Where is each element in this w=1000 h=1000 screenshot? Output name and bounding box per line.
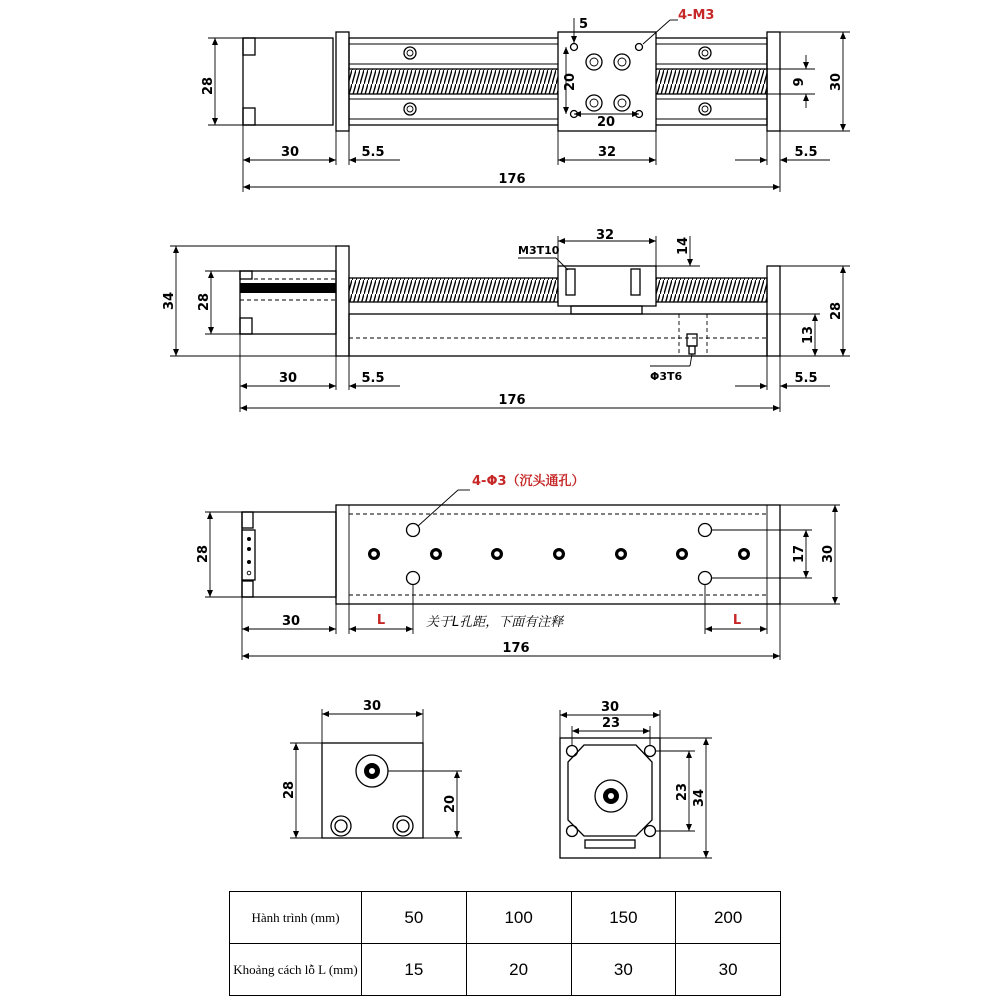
top-end-block-right-dim: 5.5 [794,145,818,160]
top-hole-horizontal-dim: 20 [596,115,616,130]
top-screw-width-dim: 9 [792,77,807,87]
table-cell: 30 [676,944,781,996]
top-body-width-dim: 30 [829,72,844,92]
top-hole-vertical-dim: 20 [563,72,578,92]
bottom-l-right-dim: L [732,613,742,628]
top-total-length-dim: 176 [498,172,526,187]
side-motor-length-dim: 30 [278,371,298,386]
bottom-motor-length-dim: 30 [281,614,301,629]
end-view-right [560,700,712,858]
top-end-block-left-dim: 5.5 [361,145,385,160]
table-cell: 100 [466,892,571,944]
side-m3t10-callout: M3T10 [518,244,560,257]
top-motor-height-dim: 28 [201,76,216,96]
table-cell: 200 [676,892,781,944]
top-carriage-width-dim: 32 [597,145,617,160]
right-end-height-dim: 34 [692,788,707,808]
side-carriage-height-dim: 14 [676,236,691,256]
side-pin-callout: Φ3T6 [650,370,683,383]
side-carriage-width-dim: 32 [595,228,615,243]
table-cell: 50 [362,892,467,944]
side-view [162,228,850,412]
side-end-block-left-dim: 5.5 [361,371,385,386]
bottom-hole-spacing-dim: 17 [792,544,807,564]
table-row-label: Hành trình (mm) [230,892,362,944]
right-end-hole-spacing-h-dim: 23 [601,716,621,731]
side-motor-height-dim: 28 [197,292,212,312]
table-row [230,892,781,944]
bottom-motor-height-dim: 28 [196,544,211,564]
spec-table [229,891,781,996]
left-end-height-dim: 28 [282,780,297,800]
table-cell: 150 [571,892,676,944]
bottom-body-width-dim: 30 [821,544,836,564]
side-right-height-dim: 28 [829,301,844,321]
top-view [201,8,850,192]
bottom-l-note: 关于L孔距，下面有注释 [426,615,564,630]
end-view-left [282,699,462,838]
side-outer-height-dim: 34 [162,291,177,311]
bottom-total-length-dim: 176 [502,641,530,656]
right-end-width-dim: 30 [600,700,620,715]
table-row [230,944,781,996]
right-end-hole-spacing-v-dim: 23 [675,782,690,802]
side-pin-height-dim: 13 [801,325,816,345]
side-total-length-dim: 176 [498,393,526,408]
bottom-l-left-dim: L [376,613,386,628]
table-cell: 20 [466,944,571,996]
left-end-shaft-height-dim: 20 [443,794,458,814]
table-row-label: Khoảng cách lỗ L (mm) [230,944,362,996]
table-cell: 30 [571,944,676,996]
bottom-holes-callout: 4-Φ3（沉头通孔） [472,474,585,489]
left-end-width-dim: 30 [362,699,382,714]
bottom-view [196,473,840,660]
top-hole-offset-dim: 5 [579,17,589,32]
table-cell: 15 [362,944,467,996]
top-m3-callout: 4-M3 [678,8,715,23]
top-motor-length-dim: 30 [280,145,300,160]
side-end-block-right-dim: 5.5 [794,371,818,386]
